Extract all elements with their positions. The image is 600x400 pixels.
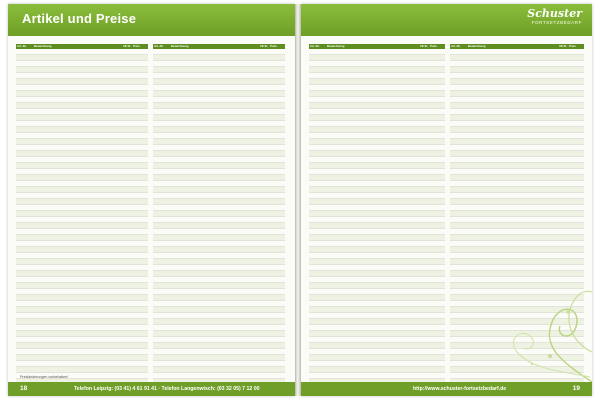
left-page [8,4,295,396]
footer-website: http://www.schuster-fortsetzbedarf.de [413,385,507,392]
column-header-bezeichnung: Bezeichnung [326,44,419,49]
column-header-bezeichnung: Bezeichnung [170,44,259,49]
column-header-preis: Preis [429,44,445,49]
column-header-ve: VE St. [420,44,429,48]
column-header-preis: Preis [568,44,584,49]
column-header-ve: VE St. [260,44,269,48]
column-header-art-nr: Art.-Nr. [450,44,467,49]
page-number: 19 [572,385,580,392]
left-page-footer [8,382,295,396]
column-header-art-nr: Art.-Nr. [309,44,326,49]
column-header-art-nr: Art.-Nr. [16,44,33,49]
column-header-ve: VE St. [123,44,132,48]
right-page-header [301,4,592,36]
price-table-right-2 [450,44,584,396]
logo-tagline: FORTSETZBEDARF [531,20,582,25]
price-table-right-1 [309,44,445,396]
page-number: 18 [20,385,28,392]
right-page [301,4,592,396]
column-header-bezeichnung: Bezeichnung [467,44,558,49]
column-header-art-nr: Art.-Nr. [153,44,170,49]
schuster-logo [527,8,582,26]
left-page-header [8,4,295,36]
page-title: Artikel und Preise [22,11,137,26]
column-header-ve: VE St. [559,44,568,48]
price-table-left-1 [16,44,148,396]
logo-wordmark: Schuster [527,7,582,20]
footnote: Preisänderungen vorbehalten! [20,375,69,379]
price-table-left-2 [153,44,285,396]
column-header-preis: Preis [269,44,285,49]
right-page-footer [301,382,592,396]
column-header-preis: Preis [132,44,148,49]
column-header-bezeichnung: Bezeichnung [33,44,122,49]
footer-phone: Telefon Leipzig: (03 41) 4 61 91 41 · Telefon Langenwisch: (03 32 05) 7 12 00 [74,385,260,392]
